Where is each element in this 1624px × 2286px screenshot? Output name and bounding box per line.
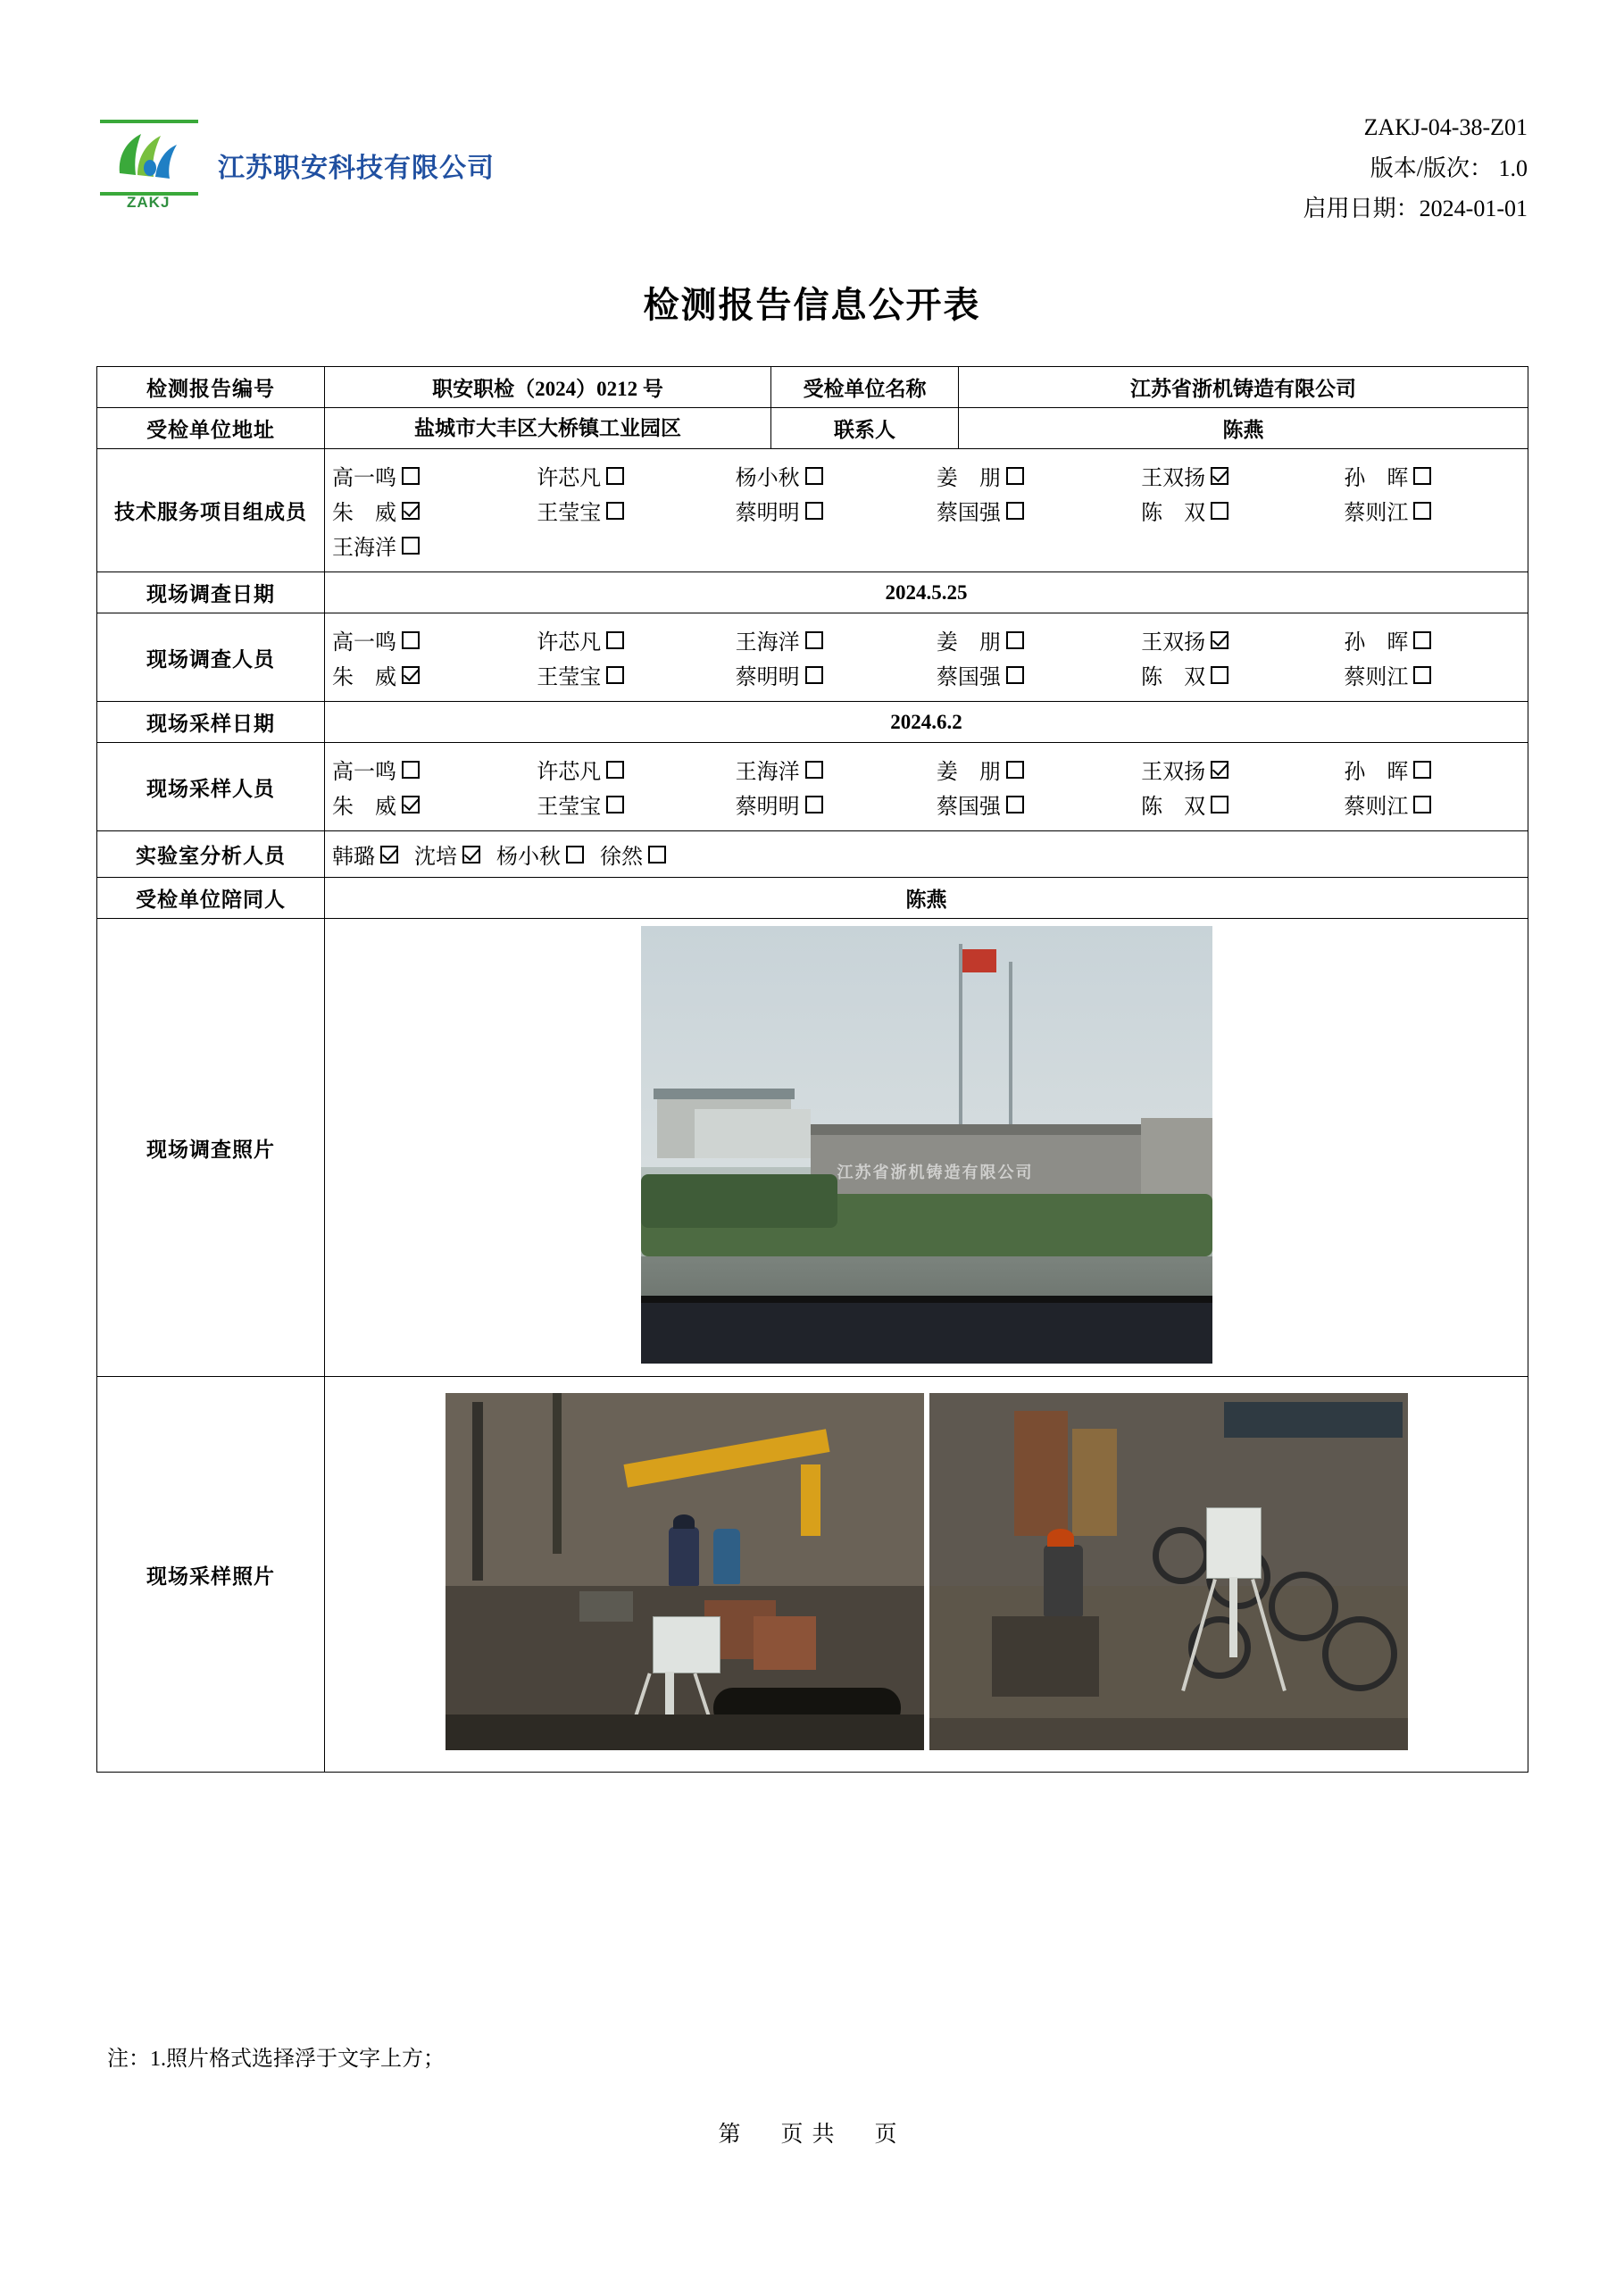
- person-name: 王莹宝: [537, 796, 602, 819]
- person-checkbox-高一鸣[interactable]: [332, 624, 537, 655]
- sampling-photo-label: 现场采样照片: [97, 1377, 325, 1773]
- contact-label: 联系人: [771, 408, 959, 449]
- project-team-checkbox-grid[interactable]: [332, 455, 1520, 566]
- company-logo-block: [96, 118, 495, 212]
- person-checkbox-王莹宝[interactable]: [537, 659, 735, 690]
- page-title: 检测报告信息公开表: [643, 285, 981, 325]
- report-no-label: 检测报告编号: [97, 367, 325, 408]
- checkbox-icon[interactable]: [805, 666, 823, 684]
- report-info-table: [96, 366, 1528, 1773]
- person-name: 杨小秋: [735, 467, 800, 490]
- table-row: [97, 878, 1528, 919]
- document-version: 版本/版次： 1.0: [1370, 154, 1528, 181]
- client-address-value: 盐城市大丰区大桥镇工业园区: [325, 408, 771, 449]
- survey-date-value: 2024.5.25: [325, 572, 1528, 613]
- person-name: 王海洋: [735, 761, 800, 784]
- checkbox-icon[interactable]: [606, 666, 624, 684]
- checkbox-icon[interactable]: [606, 467, 624, 485]
- person-checkbox-蔡国强[interactable]: [937, 659, 1141, 690]
- checkbox-icon[interactable]: [1413, 796, 1431, 813]
- person-name: 王双扬: [1141, 761, 1206, 784]
- person-checkbox-韩璐[interactable]: [332, 838, 398, 870]
- client-name-label: 受检单位名称: [771, 367, 959, 408]
- checkbox-icon[interactable]: [1413, 631, 1431, 649]
- person-checkbox-沈培[interactable]: [414, 838, 480, 870]
- person-checkbox-陈双[interactable]: [1141, 788, 1344, 820]
- checkbox-icon[interactable]: [805, 631, 823, 649]
- person-checkbox-王海洋[interactable]: [332, 530, 539, 561]
- person-name: 朱 威: [332, 666, 396, 689]
- leaf-icon: [111, 129, 182, 184]
- person-name: 许芯凡: [537, 631, 602, 655]
- person-name: 蔡国强: [936, 666, 1001, 689]
- sampling-staff-checkbox-grid[interactable]: [332, 748, 1520, 825]
- person-checkbox-孙晖[interactable]: [1344, 624, 1520, 655]
- person-name: 孙 晖: [1344, 761, 1409, 784]
- person-name: 徐然: [600, 846, 643, 869]
- person-checkbox-王双扬[interactable]: [1141, 754, 1344, 785]
- checkbox-icon[interactable]: [566, 846, 584, 864]
- person-name: 蔡明明: [735, 502, 800, 525]
- checkbox-icon[interactable]: [648, 846, 666, 864]
- person-checkbox-许芯凡[interactable]: [537, 624, 735, 655]
- checkbox-checked-icon[interactable]: [1211, 467, 1228, 485]
- person-name: 蔡国强: [936, 796, 1001, 819]
- checkbox-icon[interactable]: [402, 467, 420, 485]
- report-no-value: 职安职检（2024）0212 号: [325, 367, 771, 408]
- person-name: 高一鸣: [332, 761, 396, 784]
- person-name: 许芯凡: [537, 761, 602, 784]
- checkbox-icon[interactable]: [606, 631, 624, 649]
- person-checkbox-蔡则江[interactable]: [1344, 659, 1520, 690]
- person-name: 王双扬: [1141, 467, 1206, 490]
- checkbox-icon[interactable]: [1006, 502, 1024, 520]
- sampling-photo-right: [929, 1393, 1408, 1750]
- person-name: 孙 晖: [1344, 467, 1409, 490]
- checkbox-icon[interactable]: [805, 761, 823, 779]
- person-name: 姜 朋: [936, 631, 1001, 655]
- person-checkbox-蔡则江[interactable]: [1344, 788, 1520, 820]
- logo-wordmark: ZAKJ: [127, 194, 171, 211]
- person-name: 沈培: [414, 846, 457, 869]
- person-name: 高一鸣: [332, 631, 396, 655]
- escort-value: 陈燕: [325, 878, 1528, 919]
- person-checkbox-王海洋[interactable]: [736, 754, 937, 785]
- lab-staff-label: 实验室分析人员: [97, 831, 325, 878]
- person-checkbox-王双扬[interactable]: [1141, 624, 1344, 655]
- checkbox-icon[interactable]: [1211, 502, 1228, 520]
- sampling-photo-left: [446, 1393, 924, 1750]
- checkbox-icon[interactable]: [1006, 796, 1024, 813]
- checkbox-icon[interactable]: [1211, 666, 1228, 684]
- person-row: [332, 788, 1520, 820]
- header-meta: [1303, 107, 1528, 229]
- person-name: 王双扬: [1141, 631, 1206, 655]
- checkbox-icon[interactable]: [606, 761, 624, 779]
- person-checkbox-蔡则江[interactable]: [1344, 495, 1520, 526]
- table-row: [97, 449, 1528, 572]
- person-name: 蔡国强: [936, 502, 1001, 525]
- checkbox-icon[interactable]: [1006, 666, 1024, 684]
- checkbox-icon[interactable]: [1211, 796, 1228, 813]
- checkbox-icon[interactable]: [1006, 467, 1024, 485]
- person-checkbox-蔡明明[interactable]: [736, 659, 937, 690]
- person-checkbox-孙晖[interactable]: [1344, 460, 1520, 491]
- person-checkbox-高一鸣[interactable]: [332, 460, 537, 491]
- survey-date-label: 现场调查日期: [97, 572, 325, 613]
- checkbox-icon[interactable]: [1006, 631, 1024, 649]
- table-row: [97, 743, 1528, 831]
- person-checkbox-杨小秋[interactable]: [496, 838, 584, 870]
- sampling-date-value: 2024.6.2: [325, 702, 1528, 743]
- person-checkbox-王莹宝[interactable]: [537, 495, 735, 526]
- company-name: 江苏职安科技有限公司: [218, 153, 495, 183]
- document-header: [96, 107, 1528, 241]
- person-checkbox-王莹宝[interactable]: [537, 788, 735, 820]
- sampling-date-label: 现场采样日期: [97, 702, 325, 743]
- car-dashboard: [641, 1301, 1212, 1364]
- checkbox-icon[interactable]: [402, 761, 420, 779]
- person-checkbox-孙晖[interactable]: [1344, 754, 1520, 785]
- table-row: [97, 831, 1528, 878]
- checkbox-icon[interactable]: [805, 467, 823, 485]
- person-name: 蔡则江: [1344, 796, 1409, 819]
- person-checkbox-徐然[interactable]: [600, 838, 666, 870]
- person-name: 朱 威: [332, 796, 396, 819]
- person-row: [332, 530, 1520, 561]
- sampling-staff-cell: [325, 743, 1528, 831]
- person-name: 王莹宝: [537, 666, 602, 689]
- person-checkbox-姜朋[interactable]: [937, 460, 1141, 491]
- survey-staff-checkbox-grid[interactable]: [332, 619, 1520, 696]
- footnote: 注：1.照片格式选择浮于文字上方；: [107, 2048, 445, 2071]
- person-name: 蔡则江: [1344, 666, 1409, 689]
- table-row: [97, 367, 1528, 408]
- survey-photo-cell: [325, 919, 1528, 1377]
- effective-date: 启用日期：2024-01-01: [1303, 196, 1528, 221]
- person-checkbox-蔡明明[interactable]: [736, 495, 937, 526]
- survey-photo-label: 现场调查照片: [97, 919, 325, 1377]
- table-row: [97, 613, 1528, 702]
- person-row: [332, 495, 1520, 526]
- checkbox-checked-icon[interactable]: [402, 666, 420, 684]
- person-checkbox-蔡明明[interactable]: [736, 788, 937, 820]
- person-checkbox-许芯凡[interactable]: [537, 460, 735, 491]
- person-name: 姜 朋: [936, 467, 1001, 490]
- person-name: 陈 双: [1141, 796, 1206, 819]
- survey-staff-label: 现场调查人员: [97, 613, 325, 702]
- person-checkbox-蔡国强[interactable]: [937, 788, 1141, 820]
- lab-staff-checkbox-grid[interactable]: [332, 837, 1520, 872]
- escort-label: 受检单位陪同人: [97, 878, 325, 919]
- person-checkbox-杨小秋[interactable]: [736, 460, 937, 491]
- person-checkbox-朱威[interactable]: [332, 659, 537, 690]
- checkbox-checked-icon[interactable]: [1211, 761, 1228, 779]
- person-name: 蔡明明: [735, 666, 800, 689]
- survey-staff-cell: [325, 613, 1528, 702]
- person-name: 韩璐: [332, 846, 375, 869]
- checkbox-icon[interactable]: [1413, 467, 1431, 485]
- table-row: [97, 1377, 1528, 1773]
- checkbox-icon[interactable]: [1006, 761, 1024, 779]
- person-checkbox-蔡国强[interactable]: [937, 495, 1141, 526]
- person-row: [332, 659, 1520, 690]
- person-checkbox-朱威[interactable]: [332, 788, 537, 820]
- person-name: 高一鸣: [332, 467, 396, 490]
- person-checkbox-高一鸣[interactable]: [332, 754, 537, 785]
- person-checkbox-朱威[interactable]: [332, 495, 537, 526]
- table-row: [97, 919, 1528, 1377]
- project-team-label: 技术服务项目组成员: [97, 449, 325, 572]
- checkbox-icon[interactable]: [606, 796, 624, 813]
- person-checkbox-姜朋[interactable]: [937, 624, 1141, 655]
- person-checkbox-王海洋[interactable]: [736, 624, 937, 655]
- sampling-staff-label: 现场采样人员: [97, 743, 325, 831]
- person-name: 姜 朋: [936, 761, 1001, 784]
- person-name: 蔡则江: [1344, 502, 1409, 525]
- person-name: 王海洋: [332, 537, 396, 560]
- person-row: [332, 460, 1520, 491]
- person-name: 蔡明明: [735, 796, 800, 819]
- person-name: 陈 双: [1141, 502, 1206, 525]
- checkbox-icon[interactable]: [402, 631, 420, 649]
- checkbox-checked-icon[interactable]: [462, 846, 480, 864]
- table-row: [97, 572, 1528, 613]
- person-checkbox-陈双[interactable]: [1141, 659, 1344, 690]
- client-name-value: 江苏省浙机铸造有限公司: [959, 367, 1528, 408]
- person-name: 孙 晖: [1344, 631, 1409, 655]
- person-row: [332, 624, 1520, 655]
- sampling-photo-cell: [325, 1377, 1528, 1773]
- client-address-label: 受检单位地址: [97, 408, 325, 449]
- person-name: 王莹宝: [537, 502, 602, 525]
- checkbox-checked-icon[interactable]: [380, 846, 398, 864]
- person-name: 杨小秋: [496, 846, 561, 869]
- checkbox-icon[interactable]: [805, 502, 823, 520]
- person-checkbox-许芯凡[interactable]: [537, 754, 735, 785]
- contact-value: 陈燕: [959, 408, 1528, 449]
- table-row: [97, 408, 1528, 449]
- checkbox-icon[interactable]: [1413, 502, 1431, 520]
- checkbox-icon[interactable]: [402, 537, 420, 555]
- checkbox-checked-icon[interactable]: [1211, 631, 1228, 649]
- person-name: 陈 双: [1141, 666, 1206, 689]
- person-checkbox-姜朋[interactable]: [937, 754, 1141, 785]
- project-team-cell: [325, 449, 1528, 572]
- table-row: [97, 702, 1528, 743]
- person-name: 许芯凡: [537, 467, 602, 490]
- checkbox-icon[interactable]: [805, 796, 823, 813]
- sampling-photo-pair: [446, 1393, 1408, 1750]
- checkbox-checked-icon[interactable]: [402, 502, 420, 520]
- zakj-logo-icon: [96, 118, 202, 212]
- person-name: 朱 威: [332, 502, 396, 525]
- checkbox-checked-icon[interactable]: [402, 796, 420, 813]
- lab-staff-cell: [325, 831, 1528, 878]
- checkbox-icon[interactable]: [1413, 666, 1431, 684]
- document-code: ZAKJ-04-38-Z01: [1363, 114, 1528, 140]
- person-row: [332, 754, 1520, 785]
- person-checkbox-陈双[interactable]: [1141, 495, 1344, 526]
- checkbox-icon[interactable]: [606, 502, 624, 520]
- person-name: 王海洋: [735, 631, 800, 655]
- survey-site-photo: 江苏省浙机铸造有限公司: [641, 926, 1212, 1364]
- checkbox-icon[interactable]: [1413, 761, 1431, 779]
- page-number: 第 页共 页: [718, 2123, 906, 2147]
- person-checkbox-王双扬[interactable]: [1141, 460, 1344, 491]
